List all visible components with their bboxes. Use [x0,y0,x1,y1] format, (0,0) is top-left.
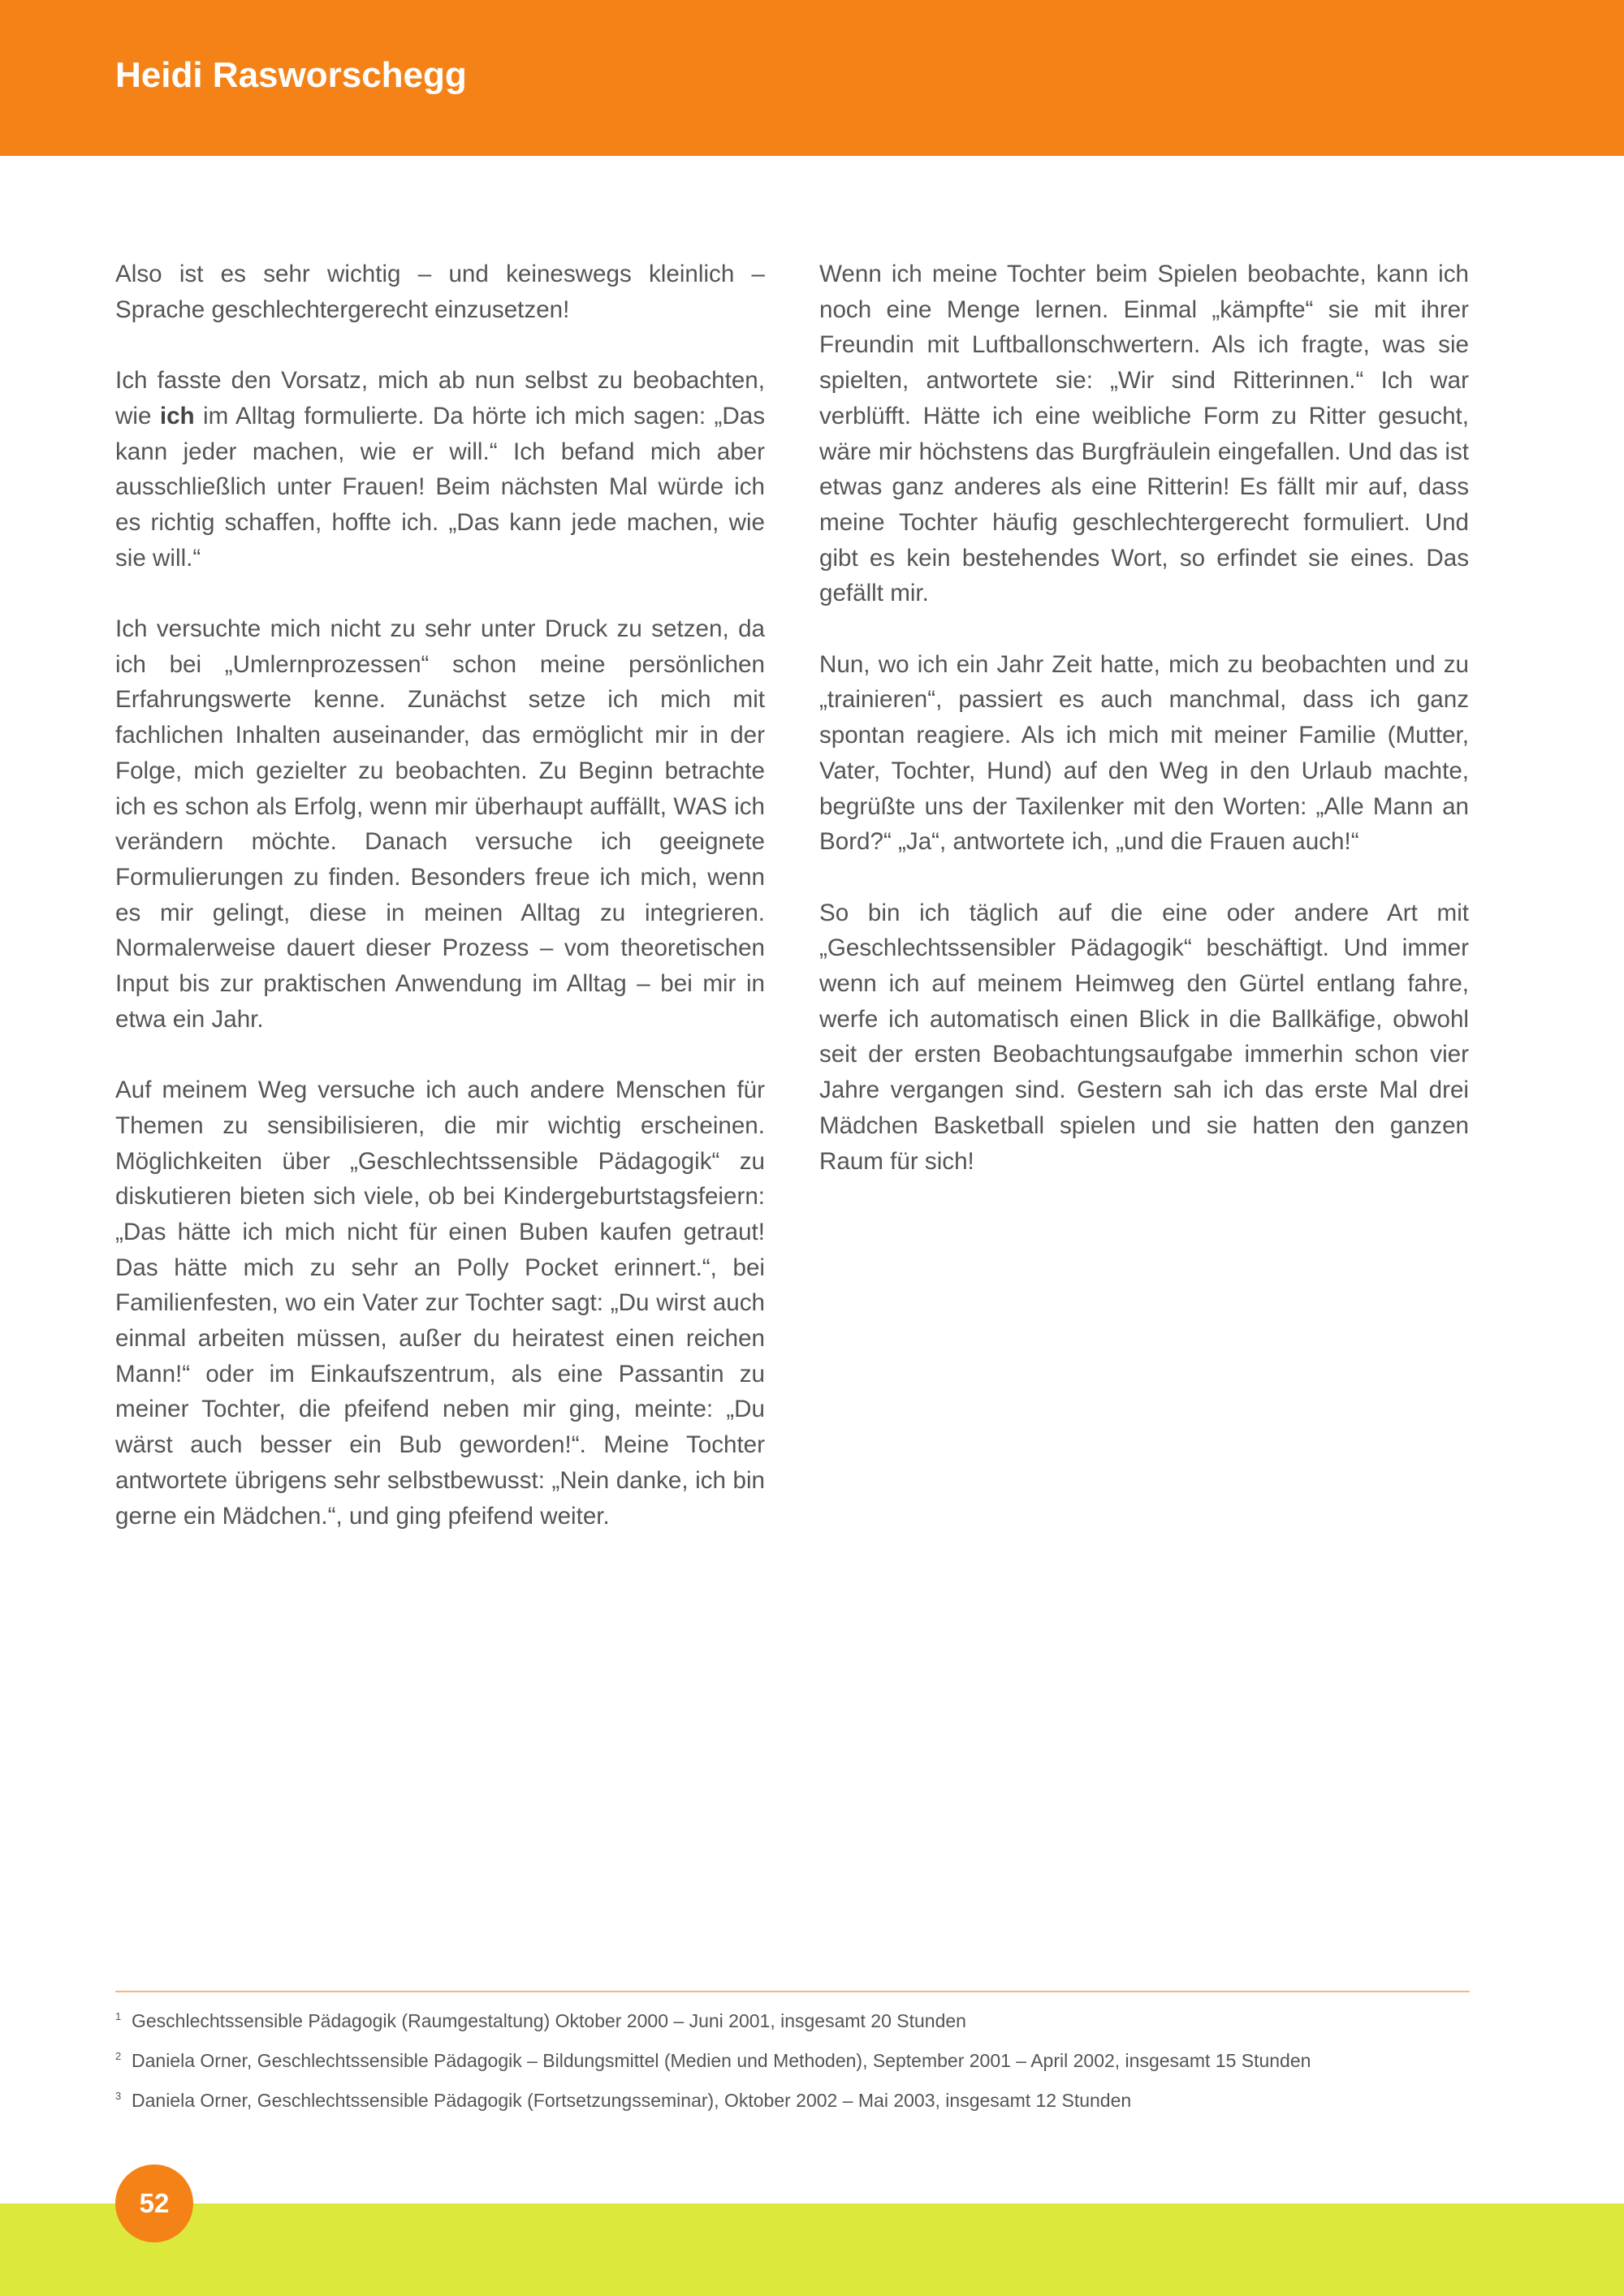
author-name: Heidi Rasworschegg [115,55,467,95]
paragraph: Auf meinem Weg versuche ich auch andere Menschen für Themen zu sensibilisieren, die mir wichtig erscheinen. Möglichkeiten über „Geschlechtssensible Pädagogik“ zu diskutieren bieten sich viele, ob bei Kindergeburtstagsfeiern: „Das hätte ich mich nicht für einen Buben kaufen getraut! Das hätte mich zu sehr an Polly Pocket erinnert.“, bei Familienfesten, wo ein Vater zur Tochter sagt: „Du wirst auch einmal arbeiten müssen, außer du heiratest einen reichen Mann!“ oder im Einkaufszentrum, als eine Passantin zu meiner Tochter, die pfeifend neben mir ging, meinte: „Du wärst auch besser ein Bub geworden!“. Meine Tochter antwortete übrigens sehr selbstbewusst: „Nein danke, ich bin gerne ein Mädchen.“, und ging pfeifend weiter. [115,1077,765,1530]
footnote-text: Daniela Orner, Geschlechtssensible Pädagogik (Fortsetzungsseminar), Oktober 2002 – Mai 2003, insgesamt 12 Stunden [132,2090,1132,2111]
paragraph-text: im Alltag formulierte. Da hörte ich mich sagen: „Das kann jeder machen, wie er will.“ Ich befand mich aber ausschließlich unter Frauen! Beim nächsten Mal würde ich es richtig schaffen, hoffte ich. „Das kann jede machen, wie sie will.“ [115,402,765,572]
footnote-number: 1 [115,2010,122,2022]
paragraph: Ich versuchte mich nicht zu sehr unter Druck zu setzen, da ich bei „Umlernprozessen“ schon meine persönlichen Erfahrungswerte kenne. Zunächst setze ich mich mit fachlichen Inhalten auseinander, das ermöglicht mir in der Folge, mich gezielter zu beobachten. Zu Beginn betrachte ich es schon als Erfolg, wenn mir überhaupt auffällt, WAS ich verändern möchte. Danach versuche ich geeignete Formulierungen zu finden. Besonders freue ich mich, wenn es mir gelingt, diese in meinen Alltag zu integrieren. Normalerweise dauert dieser Prozess – vom theoretischen Input bis zur praktischen Anwendung im Alltag – bei mir in etwa ein Jahr. [115,615,765,1033]
footnote-text: Geschlechtssensible Pädagogik (Raumgestaltung) Oktober 2000 – Juni 2001, insgesamt 20 Stunden [132,2010,966,2031]
footnotes [115,1999,1470,2118]
page-header [0,0,1624,156]
footnote [115,1999,1470,2039]
right-text-column [819,257,1469,1215]
paragraph-text: Ich fasste den Vorsatz, mich ab nun selbst zu beobachten, wie [115,367,765,429]
emphasis-text: ich [159,402,195,429]
paragraph: So bin ich täglich auf die eine oder andere Art mit „Geschlechtssensibler Pädagogik“ beschäftigt. Und immer wenn ich auf meinem Heimweg den Gürtel entlang fahre, werfe ich automatisch einen Blick in die Ballkäfige, obwohl seit der ersten Beobachtungsaufgabe immerhin schon vier Jahre vergangen sind. Gestern sah ich das erste Mal drei Mädchen Basketball spielen und sie hatten den ganzen Raum für sich! [819,899,1469,1175]
footnote-text: Daniela Orner, Geschlechtssensible Pädagogik – Bildungsmittel (Medien und Methoden), September 2001 – April 2002, insgesamt 15 Stunden [132,2050,1311,2071]
paragraph: Also ist es sehr wichtig – und keineswegs kleinlich – Sprache geschlechtergerecht einzusetzen! [115,261,765,323]
page-number-badge: 52 [115,2164,193,2242]
paragraph: Wenn ich meine Tochter beim Spielen beobachte, kann ich noch eine Menge lernen. Einmal „kämpfte“ sie mit ihrer Freundin mit Luftballonschwertern. Als ich fragte, was sie spielten, antwortete sie: „Wir sind Ritterinnen.“ Ich war verblüfft. Hätte ich eine weibliche Form zu Ritter gesucht, wäre mir höchstens das Burgfräulein eingefallen. Und das ist etwas ganz anderes als eine Ritterin! Es fällt mir auf, dass meine Tochter häufig geschlechtergerecht formuliert. Und gibt es kein bestehendes Wort, so erfindet sie eines. Das gefällt mir. [819,261,1469,607]
footnote [115,2078,1470,2118]
paragraph [115,363,765,576]
left-text-column [115,257,765,1569]
footnote-number: 2 [115,2050,122,2062]
paragraph: Nun, wo ich ein Jahr Zeit hatte, mich zu beobachten und zu „trainieren“, passiert es auch manchmal, dass ich ganz spontan reagiere. Als ich mich mit meiner Familie (Mutter, Vater, Tochter, Hund) auf den Weg in den Urlaub machte, begrüßte uns der Taxilenker mit den Worten: „Alle Mann an Bord?“ „Ja“, antwortete ich, „und die Frauen auch!“ [819,650,1469,856]
footnote-number: 3 [115,2090,122,2102]
footnote-divider [115,1991,1470,1992]
footer-band [0,2203,1624,2296]
footnote [115,2039,1470,2078]
